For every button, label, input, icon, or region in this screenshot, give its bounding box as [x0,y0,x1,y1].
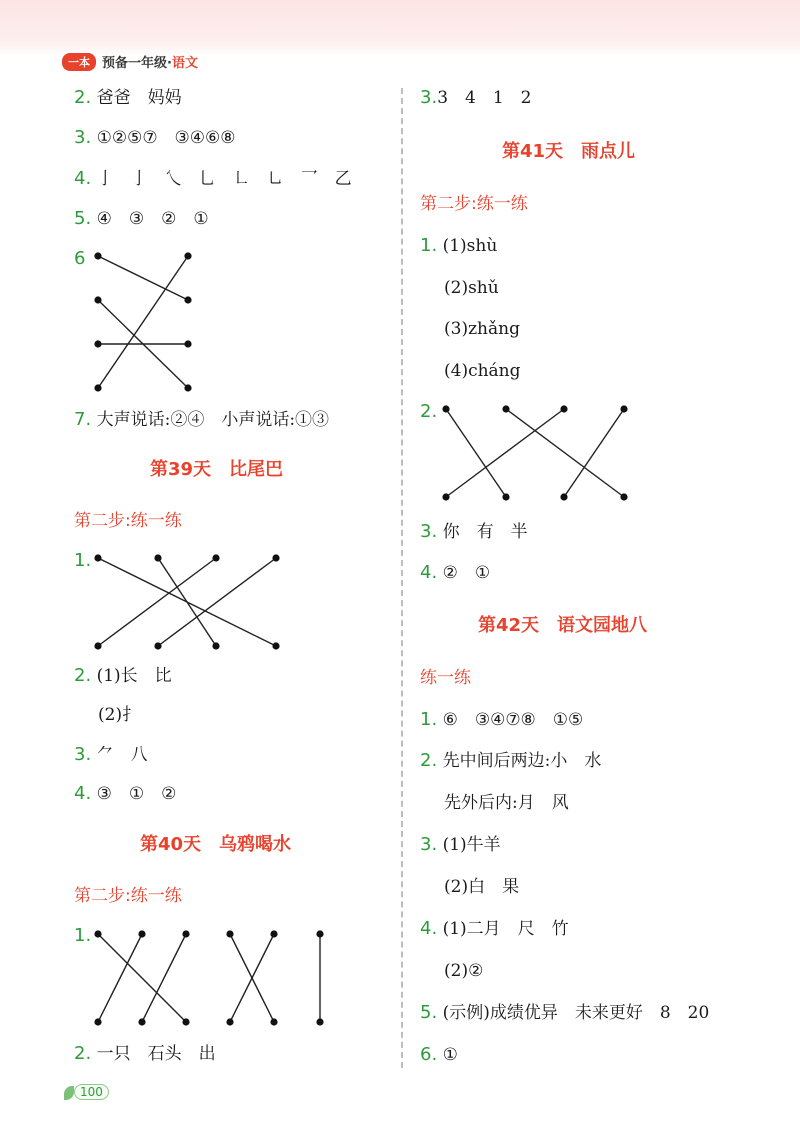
match-dot [184,296,191,303]
header-band [0,0,800,58]
answer-line: 4. ③ ① ② [74,783,177,804]
match-line [564,409,624,497]
match-dot [620,493,627,500]
answer-line: (2)shǔ [444,278,499,298]
match-dot [502,493,509,500]
matching-diagram [444,407,634,507]
step-heading: 第二步:练一练 [420,194,528,214]
answer-line: 先外后内:月 风 [444,793,569,813]
match-dot [560,405,567,412]
section-title: 第42天 语文园地八 [478,615,648,636]
match-dot [94,1018,101,1025]
match-dot [138,1018,145,1025]
match-line [98,934,186,1022]
match-line [446,409,564,497]
match-dot [94,930,101,937]
answer-line: (4)cháng [444,361,521,381]
match-dot [94,642,101,649]
answer-line: 2. (1)长 比 [74,665,172,686]
section-title: 第41天 雨点儿 [502,141,636,162]
match-dot [272,642,279,649]
match-dot [184,340,191,347]
section-title: 第40天 乌鸦喝水 [140,834,292,855]
matching-diagram [92,928,332,1028]
answer-line: (2)② [444,961,484,981]
match-dot [560,493,567,500]
match-dot [620,405,627,412]
match-dot [94,554,101,561]
answer-line: 2. 一只 石头 出 [74,1043,216,1064]
page-number: 100 [74,1084,109,1100]
answer-line: 5. (示例)成绩优异 未来更好 8 20 [420,1002,710,1023]
answer-line: 3. ①②⑤⑦ ③④⑥⑧ [74,127,236,148]
answer-line: 4. (1)二月 尺 竹 [420,918,569,939]
matching-diagram [92,552,292,652]
match-dot [316,930,323,937]
answer-line: 5. ④ ③ ② ① [74,208,209,229]
match-dot [94,384,101,391]
step-heading: 第二步:练一练 [74,886,182,906]
match-dot [94,296,101,303]
match-dot [502,405,509,412]
answer-line: 1. [74,550,92,571]
match-dot [226,1018,233,1025]
match-line [158,558,216,646]
match-dot [212,554,219,561]
leaf-icon [64,1086,74,1100]
match-dot [154,642,161,649]
match-line [158,558,276,646]
answer-line: 1. [74,925,92,946]
match-dot [154,554,161,561]
answer-line: 1. ⑥ ③④⑦⑧ ①⑤ [420,709,584,730]
step-heading: 练一练 [420,668,471,688]
answer-line: 2. 先中间后两边:小 水 [420,750,602,771]
answer-line: 3.3 4 1 2 [420,87,532,108]
match-line [98,256,188,300]
step-heading: 第二步:练一练 [74,511,182,531]
answer-line: 3. ⺈ 八 [74,744,148,765]
answer-line: 2. 爸爸 妈妈 [74,87,182,108]
section-title: 第39天 比尾巴 [150,459,284,480]
book-logo: 一本 [62,53,96,71]
match-dot [182,930,189,937]
page-header [62,52,198,71]
answer-line: 6. ① [420,1044,458,1065]
match-line [98,558,216,646]
match-dot [272,554,279,561]
answer-line: 4. 亅 亅 乀 乚 ㇗ ㇟ 乛 乙 [74,168,352,189]
answer-line: 6 [74,248,86,269]
answer-line: 3. (1)牛羊 [420,834,501,855]
match-dot [226,930,233,937]
match-dot [138,930,145,937]
answer-line: 2. [420,401,438,422]
match-dot [270,930,277,937]
answer-line: (3)zhǎng [444,319,520,339]
match-line [142,934,186,1022]
match-dot [270,1018,277,1025]
match-dot [182,1018,189,1025]
match-line [446,409,506,497]
answer-line: 1. (1)shù [420,235,498,256]
match-line [98,256,188,388]
answer-line: 4. ② ① [420,562,491,583]
matching-diagram [92,250,202,400]
match-dot [184,252,191,259]
match-dot [212,642,219,649]
match-dot [94,252,101,259]
answer-line: 3. 你 有 半 [420,521,528,542]
match-dot [316,1018,323,1025]
subject-label: 语文 [171,56,198,71]
column-divider [401,88,403,1068]
answer-line: (2)白 果 [444,877,520,897]
answer-line: (2)扌 [98,705,140,725]
match-line [506,409,624,497]
match-dot [184,384,191,391]
match-dot [442,405,449,412]
answer-line: 7. 大声说话:②④ 小声说话:①③ [74,409,330,430]
match-line [98,934,142,1022]
grade-label: 预备一年级· [102,56,172,71]
match-dot [442,493,449,500]
match-dot [94,340,101,347]
